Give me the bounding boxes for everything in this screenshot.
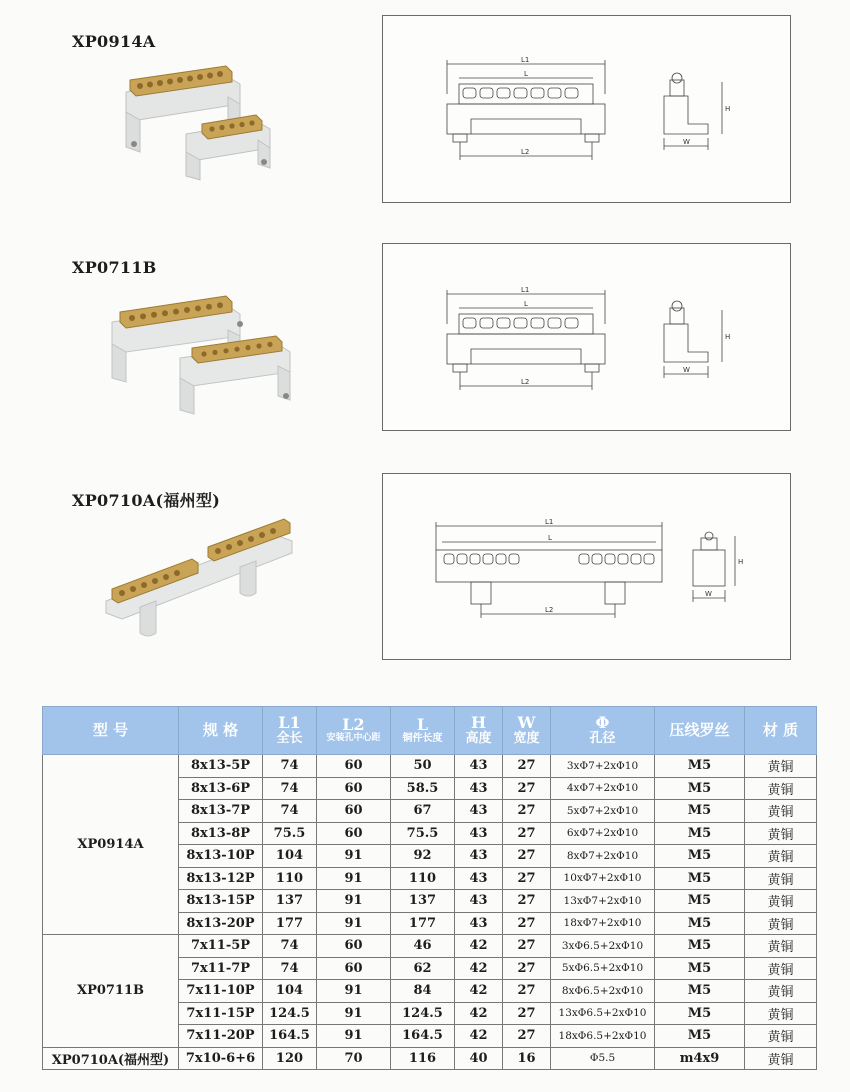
dim-label-l: L	[548, 534, 552, 542]
cell-l: 92	[391, 845, 455, 868]
dim-label-w: W	[683, 138, 690, 146]
cell-hole: 13xΦ6.5+2xΦ10	[551, 1002, 655, 1025]
cell-w: 27	[503, 1002, 551, 1025]
cell-h: 42	[455, 935, 503, 958]
cell-w: 27	[503, 777, 551, 800]
cell-material: 黄铜	[745, 867, 817, 890]
product-photo-xp0914a	[108, 52, 308, 182]
header-l: L 铜件长度	[391, 707, 455, 755]
cell-screw: M5	[655, 822, 745, 845]
cell-spec: 8x13-20P	[179, 912, 263, 935]
cell-l: 84	[391, 980, 455, 1003]
cell-l: 177	[391, 912, 455, 935]
cell-l2: 60	[317, 957, 391, 980]
cell-hole: 3xΦ7+2xΦ10	[551, 755, 655, 778]
cell-h: 43	[455, 755, 503, 778]
cell-material: 黄铜	[745, 980, 817, 1003]
cell-spec: 8x13-8P	[179, 822, 263, 845]
cell-l1: 74	[263, 777, 317, 800]
cell-h: 42	[455, 980, 503, 1003]
cell-w: 27	[503, 935, 551, 958]
cell-screw: M5	[655, 890, 745, 913]
technical-drawing-xp0914a	[382, 15, 791, 203]
cell-material: 黄铜	[745, 822, 817, 845]
dim-label-l: L	[524, 300, 528, 308]
cell-w: 27	[503, 822, 551, 845]
cell-screw: M5	[655, 755, 745, 778]
dim-label-h: H	[738, 558, 744, 566]
cell-hole: 18xΦ7+2xΦ10	[551, 912, 655, 935]
technical-drawing-xp0711b	[382, 243, 791, 431]
cell-model: XP0914A	[43, 755, 179, 935]
cell-screw: M5	[655, 1002, 745, 1025]
dim-label-w: W	[705, 590, 712, 598]
table-body	[43, 755, 817, 1070]
cell-material: 黄铜	[745, 845, 817, 868]
cell-spec: 8x13-10P	[179, 845, 263, 868]
header-screw: 压线罗丝	[655, 707, 745, 755]
cell-screw: M5	[655, 912, 745, 935]
cell-screw: M5	[655, 935, 745, 958]
cell-hole: 5xΦ6.5+2xΦ10	[551, 957, 655, 980]
dim-label-l1: L1	[545, 518, 554, 526]
table-row	[43, 935, 817, 958]
cell-material: 黄铜	[745, 1025, 817, 1048]
cell-h: 43	[455, 822, 503, 845]
cell-l: 46	[391, 935, 455, 958]
cell-spec: 8x13-5P	[179, 755, 263, 778]
table-header-row	[43, 707, 817, 755]
dim-label-h: H	[725, 333, 731, 341]
cell-l1: 74	[263, 800, 317, 823]
dim-label-h: H	[725, 105, 731, 113]
cell-material: 黄铜	[745, 935, 817, 958]
header-model: 型 号	[43, 707, 179, 755]
dim-label-l1: L1	[521, 56, 530, 64]
cell-spec: 7x11-15P	[179, 1002, 263, 1025]
cell-spec: 7x11-5P	[179, 935, 263, 958]
cell-l: 67	[391, 800, 455, 823]
cell-hole: 10xΦ7+2xΦ10	[551, 867, 655, 890]
cell-l1: 74	[263, 755, 317, 778]
cell-screw: M5	[655, 777, 745, 800]
cell-l: 50	[391, 755, 455, 778]
cell-l2: 60	[317, 822, 391, 845]
cell-screw: M5	[655, 957, 745, 980]
cell-spec: 8x13-15P	[179, 890, 263, 913]
cell-w: 27	[503, 912, 551, 935]
table-row	[43, 1047, 817, 1070]
cell-w: 16	[503, 1047, 551, 1070]
header-l2: L2 安装孔中心距	[317, 707, 391, 755]
dim-label-l2: L2	[521, 378, 530, 386]
cell-l: 137	[391, 890, 455, 913]
cell-spec: 8x13-6P	[179, 777, 263, 800]
cell-screw: M5	[655, 800, 745, 823]
dim-label-w: W	[683, 366, 690, 374]
technical-drawing-xp0710a	[382, 473, 791, 660]
product-title-xp0710a: XP0710A(福州型)	[72, 491, 221, 510]
cell-l2: 60	[317, 777, 391, 800]
cell-w: 27	[503, 957, 551, 980]
cell-l1: 74	[263, 957, 317, 980]
cell-hole: 18xΦ6.5+2xΦ10	[551, 1025, 655, 1048]
cell-h: 42	[455, 1025, 503, 1048]
cell-w: 27	[503, 755, 551, 778]
cell-l2: 91	[317, 912, 391, 935]
cell-l2: 70	[317, 1047, 391, 1070]
cell-material: 黄铜	[745, 755, 817, 778]
cell-hole: 13xΦ7+2xΦ10	[551, 890, 655, 913]
cell-h: 42	[455, 1002, 503, 1025]
cell-hole: 6xΦ7+2xΦ10	[551, 822, 655, 845]
cell-spec: 8x13-12P	[179, 867, 263, 890]
dim-label-l1: L1	[521, 286, 530, 294]
cell-hole: 8xΦ6.5+2xΦ10	[551, 980, 655, 1003]
cell-h: 42	[455, 957, 503, 980]
cell-l1: 75.5	[263, 822, 317, 845]
cell-l2: 91	[317, 1002, 391, 1025]
cell-w: 27	[503, 867, 551, 890]
cell-hole: 3xΦ6.5+2xΦ10	[551, 935, 655, 958]
cell-l: 110	[391, 867, 455, 890]
cell-hole: 5xΦ7+2xΦ10	[551, 800, 655, 823]
cell-l1: 164.5	[263, 1025, 317, 1048]
cell-h: 43	[455, 777, 503, 800]
cell-w: 27	[503, 845, 551, 868]
cell-spec: 7x10-6+6	[179, 1047, 263, 1070]
dim-label-l: L	[524, 70, 528, 78]
cell-l2: 60	[317, 800, 391, 823]
header-h: H 高度	[455, 707, 503, 755]
cell-l1: 110	[263, 867, 317, 890]
cell-l1: 74	[263, 935, 317, 958]
cell-h: 43	[455, 845, 503, 868]
specification-table	[42, 706, 817, 1070]
cell-w: 27	[503, 890, 551, 913]
cell-l2: 91	[317, 845, 391, 868]
table-row	[43, 755, 817, 778]
cell-h: 43	[455, 800, 503, 823]
cell-hole: 8xΦ7+2xΦ10	[551, 845, 655, 868]
cell-l: 116	[391, 1047, 455, 1070]
cell-l: 62	[391, 957, 455, 980]
cell-spec: 7x11-10P	[179, 980, 263, 1003]
cell-spec: 8x13-7P	[179, 800, 263, 823]
cell-w: 27	[503, 800, 551, 823]
cell-material: 黄铜	[745, 912, 817, 935]
cell-screw: M5	[655, 1025, 745, 1048]
cell-spec: 7x11-7P	[179, 957, 263, 980]
cell-material: 黄铜	[745, 1047, 817, 1070]
cell-screw: M5	[655, 867, 745, 890]
cell-l2: 91	[317, 890, 391, 913]
cell-model: XP0711B	[43, 935, 179, 1048]
cell-material: 黄铜	[745, 1002, 817, 1025]
cell-l2: 60	[317, 755, 391, 778]
cell-l1: 137	[263, 890, 317, 913]
header-l1: L1 全长	[263, 707, 317, 755]
header-w: W 宽度	[503, 707, 551, 755]
cell-l: 164.5	[391, 1025, 455, 1048]
cell-material: 黄铜	[745, 800, 817, 823]
cell-model: XP0710A(福州型)	[43, 1047, 179, 1070]
cell-l2: 91	[317, 867, 391, 890]
cell-l: 58.5	[391, 777, 455, 800]
cell-l: 75.5	[391, 822, 455, 845]
cell-h: 43	[455, 867, 503, 890]
dim-label-l2: L2	[521, 148, 530, 156]
cell-screw: M5	[655, 980, 745, 1003]
cell-h: 43	[455, 890, 503, 913]
product-photo-xp0710a	[100, 505, 310, 645]
cell-l1: 104	[263, 980, 317, 1003]
cell-spec: 7x11-20P	[179, 1025, 263, 1048]
cell-l2: 91	[317, 980, 391, 1003]
cell-hole: 4xΦ7+2xΦ10	[551, 777, 655, 800]
cell-material: 黄铜	[745, 957, 817, 980]
cell-l1: 104	[263, 845, 317, 868]
header-material: 材 质	[745, 707, 817, 755]
header-hole: Φ 孔径	[551, 707, 655, 755]
cell-screw: m4x9	[655, 1047, 745, 1070]
cell-w: 27	[503, 1025, 551, 1048]
cell-screw: M5	[655, 845, 745, 868]
product-title-xp0711b: XP0711B	[72, 258, 157, 277]
header-spec: 规 格	[179, 707, 263, 755]
cell-h: 40	[455, 1047, 503, 1070]
cell-material: 黄铜	[745, 777, 817, 800]
cell-l2: 91	[317, 1025, 391, 1048]
cell-l1: 177	[263, 912, 317, 935]
product-photo-xp0711b	[100, 278, 300, 418]
cell-l1: 120	[263, 1047, 317, 1070]
cell-l2: 60	[317, 935, 391, 958]
cell-w: 27	[503, 980, 551, 1003]
dim-label-l2: L2	[545, 606, 554, 614]
cell-hole: Φ5.5	[551, 1047, 655, 1070]
cell-l1: 124.5	[263, 1002, 317, 1025]
cell-l: 124.5	[391, 1002, 455, 1025]
cell-h: 43	[455, 912, 503, 935]
cell-material: 黄铜	[745, 890, 817, 913]
product-title-xp0914a: XP0914A	[72, 32, 156, 51]
